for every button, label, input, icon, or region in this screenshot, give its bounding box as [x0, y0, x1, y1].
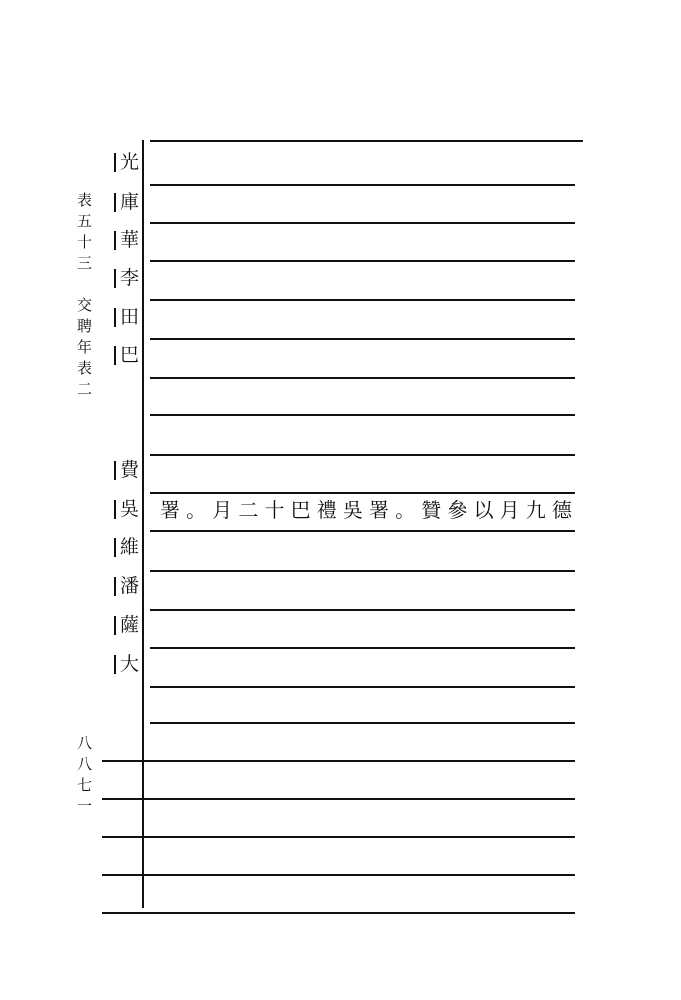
row-rule — [150, 338, 575, 340]
entry-char: 參 — [447, 498, 468, 522]
entry-char: 以 — [473, 498, 494, 522]
entry-char: 月 — [499, 498, 520, 522]
row-rule — [150, 530, 575, 532]
table-left-rule — [142, 140, 144, 908]
row-rule — [150, 414, 575, 416]
row-rule — [150, 140, 583, 142]
name-cell: 田 — [114, 308, 150, 327]
row-rule — [150, 686, 575, 688]
name-cell: 光 — [114, 153, 150, 172]
row-rule — [150, 647, 575, 649]
name-cell: 潘 — [114, 577, 150, 596]
entry-char: 二 — [238, 498, 259, 522]
row-rule — [150, 454, 575, 456]
name-cell: 華 — [114, 231, 150, 250]
name-cell: 大 — [114, 655, 150, 674]
row-rule — [102, 912, 575, 914]
name-cell: 費 — [114, 461, 150, 480]
entry-text-row — [160, 500, 572, 520]
row-rule — [102, 798, 575, 800]
section-label: 表五十三 交聘年表二 — [75, 192, 93, 402]
row-rule — [102, 874, 575, 876]
row-rule — [150, 377, 575, 379]
entry-char: 九 — [525, 498, 546, 522]
entry-char: 署 — [160, 498, 180, 522]
row-rule — [150, 222, 575, 224]
row-rule — [150, 492, 575, 494]
entry-char: 贊 — [421, 498, 442, 522]
entry-char: 月 — [212, 498, 233, 522]
name-cell: 薩 — [114, 616, 150, 635]
entry-char: 。 — [186, 498, 207, 522]
name-cell: 巴 — [114, 346, 150, 365]
name-cell: 維 — [114, 538, 150, 557]
row-rule — [150, 260, 575, 262]
page-number: 八八七一 — [75, 735, 93, 819]
entry-char: 。 — [395, 498, 416, 522]
row-rule — [150, 570, 575, 572]
entry-char: 吳 — [342, 498, 363, 522]
entry-char: 德 — [551, 498, 572, 522]
row-rule — [150, 184, 575, 186]
row-rule — [102, 760, 575, 762]
entry-char: 禮 — [316, 498, 337, 522]
row-rule — [150, 722, 575, 724]
row-rule — [150, 609, 575, 611]
name-cell: 庫 — [114, 193, 150, 212]
entry-char: 巴 — [290, 498, 311, 522]
row-rule — [102, 836, 575, 838]
entry-char: 署 — [369, 498, 389, 522]
row-rule — [150, 299, 575, 301]
entry-char: 十 — [264, 498, 285, 522]
name-cell: 吳 — [114, 500, 150, 519]
name-cell: 李 — [114, 269, 150, 288]
